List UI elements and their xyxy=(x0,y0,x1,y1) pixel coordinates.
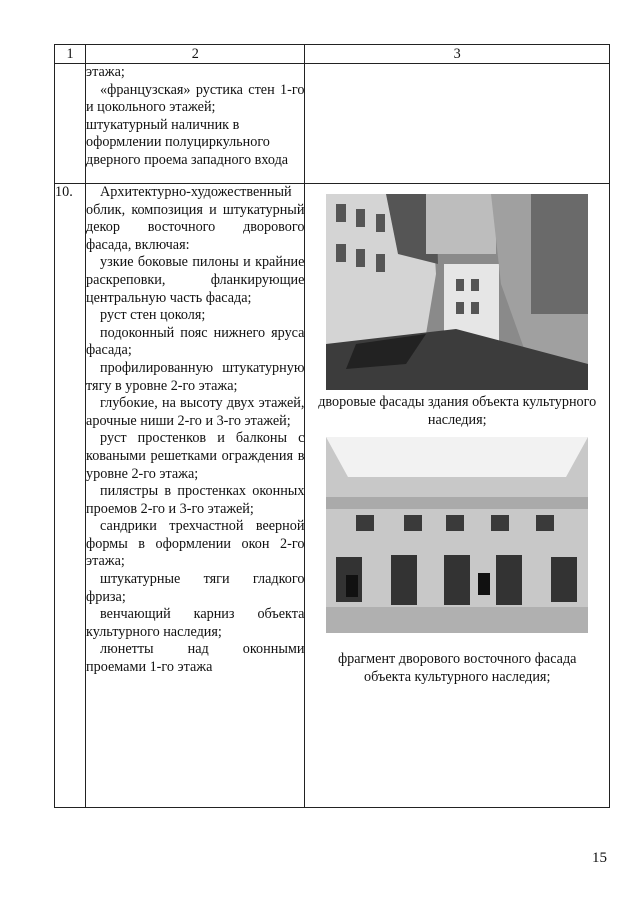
list-item: штукатурные тяги гладкого фриза; xyxy=(86,571,305,605)
list-item: «французская» рустика стен 1-го и цокольного этажей; xyxy=(86,81,305,116)
list-item: глубокие, на высоту двух этажей, арочные ниши 2-го и 3-го этажей; xyxy=(86,395,305,429)
figure-caption: дворовые фасады здания объекта культурного наследия; xyxy=(318,394,597,428)
table-row xyxy=(55,64,610,184)
list-item: Архитектурно-художественный облик, композиция и штукатурный декор восточного дворового фасада, включая: xyxy=(86,184,305,253)
east-facade-fragment-photo xyxy=(326,437,588,633)
list-item: венчающий карниз объекта культурного наследия; xyxy=(86,606,305,640)
row-number: 10. xyxy=(55,184,86,808)
header-row xyxy=(55,45,610,64)
header-col-3: 3 xyxy=(305,45,610,64)
list-item: пилястры в простенках оконных проемов 2-го и 3-го этажей; xyxy=(86,483,305,517)
illustration-cell xyxy=(305,184,610,808)
list-item: сандрики трехчастной веерной формы в оформлении окон 2-го этажа; xyxy=(86,518,305,570)
list-item: руст простенков и балконы с коваными решетками ограждения в уровне 2-го этажа; xyxy=(86,430,305,482)
description-cell xyxy=(86,184,305,808)
list-item: подоконный пояс нижнего яруса фасада; xyxy=(86,324,305,359)
description-cell xyxy=(86,64,305,184)
list-item: профилированную штукатурную тягу в уровне 2-го этажа; xyxy=(86,359,305,394)
list-item: штукатурный наличник в оформлении полуциркульного дверного проема западного входа xyxy=(86,116,289,168)
header-col-2: 2 xyxy=(86,45,305,64)
table-row xyxy=(55,184,610,808)
courtyard-facades-photo xyxy=(326,194,588,390)
list-item: люнетты над оконными проемами 1-го этажа xyxy=(86,641,305,676)
heritage-table xyxy=(54,44,610,808)
header-col-1: 1 xyxy=(55,45,86,64)
illustration-cell xyxy=(305,64,610,184)
figure-caption: фрагмент дворового восточного фасада объекта культурного наследия; xyxy=(337,651,577,685)
list-item: руст стен цоколя; xyxy=(100,307,206,324)
list-item: узкие боковые пилоны и крайние раскреповки, фланкирующие центральную часть фасада; xyxy=(86,254,305,306)
row-number-cell xyxy=(55,64,86,184)
list-item: этажа; xyxy=(86,64,125,80)
page-number: 15 xyxy=(592,850,607,866)
